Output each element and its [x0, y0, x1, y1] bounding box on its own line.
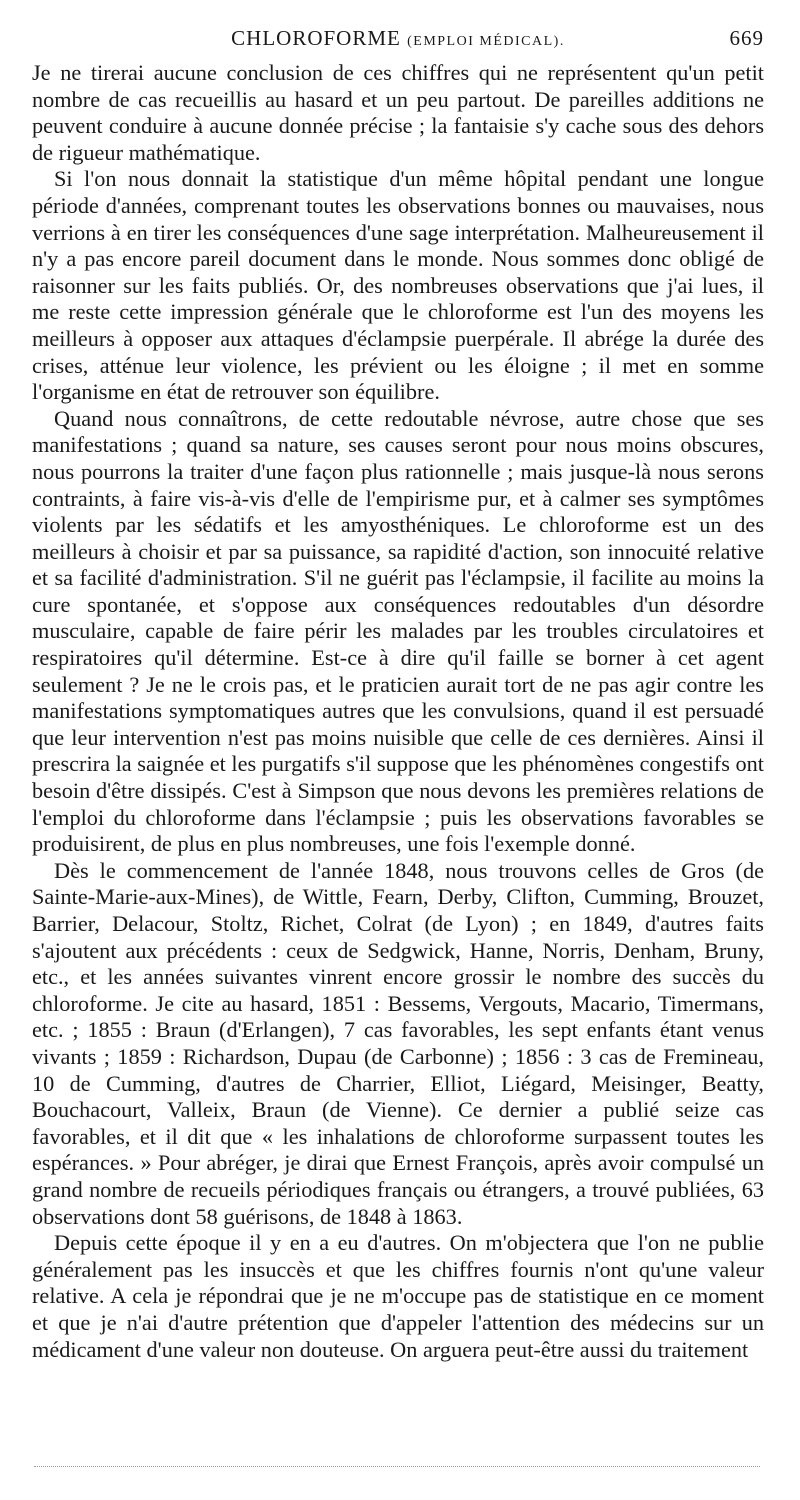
body-text [32, 60, 764, 1363]
page-number: 669 [729, 26, 764, 50]
running-title [231, 26, 565, 51]
paragraph-4: Dès le commencement de l'année 1848, nous trouvons celles de Gros (de Sainte-Marie-aux-Mines), de Wittle, Fearn, Derby, Clifton, Cumming, Brouzet, Barrier, Delacour, Stoltz, Richet, Colrat (de Lyon) ; en 1849, d'autres faits s'ajoutent aux précédents : ceux de Sedgwick, Hanne, Norris, Denham, Bruny, etc., et les années suivantes vinrent encore grossir le nombre des succès du chloroforme. Je cite au hasard, 1851 : Bessems, Vergouts, Macario, Timermans, etc. ; 1855 : Braun (d'Erlangen), 7 cas favorables, les sept enfants étant venus vivants ; 1859 : Richardson, Dupau (de Carbonne) ; 1856 : 3 cas de Fremineau, 10 de Cumming, d'autres de Charrier, Elliot, Liégard, Meisinger, Beatty, Bouchacourt, Valleix, Braun (de Vienne). Ce dernier a publié seize cas favorables, et il dit que « les inhalations de chloroforme surpassent toutes les espérances. » Pour abréger, je dirai que Ernest François, après avoir compulsé un grand nombre de recueils périodiques français ou étrangers, a trouvé publiées, 63 observations dont 58 guérisons, de 1848 à 1863. [32, 857, 764, 1229]
paragraph-3: Quand nous connaîtrons, de cette redoutable névrose, autre chose que ses manifestations ; quand sa nature, ses causes seront pour nous moins obscures, nous pourrons la traiter d'une façon plus rationnelle ; mais jusque-là nous serons contraints, à faire vis-à-vis d'elle de l'empirisme pur, et à calmer ses symptômes violents par les sédatifs et les amyosthéniques. Le chloroforme est un des meilleurs à choisir et par sa puissance, sa rapidité d'action, son innocuité relative et sa facilité d'administration. S'il ne guérit pas l'éclampsie, il facilite au moins la cure spontanée, et s'oppose aux conséquences redoutables d'un désordre musculaire, capable de faire périr les malades par les troubles circulatoires et respiratoires qu'il détermine. Est-ce à dire qu'il faille se borner à cet agent seulement ? Je ne le crois pas, et le praticien aurait tort de ne pas agir contre les manifestations symptomatiques autres que les convulsions, quand il est persuadé que leur intervention n'est pas moins nuisible que celle de ces dernières. Ainsi il prescrira la saignée et les purgatifs s'il suppose que les phénomènes congestifs ont besoin d'être dissipés. C'est à Simpson que nous devons les premières relations de l'emploi du chloroforme dans l'éclampsie ; puis les observations favorables se produisirent, de plus en plus nombreuses, une fois l'exemple donné. [32, 405, 764, 857]
paragraph-5: Depuis cette époque il y en a eu d'autres. On m'objectera que l'on ne publie généralement pas les insuccès et que les chiffres fournis n'ont qu'une valeur relative. A cela je répondrai que je ne m'occupe pas de statistique en ce moment et que je n'ai d'autre prétention que d'appeler l'attention des médecins sur un médicament d'une valeur non douteuse. On arguera peut-être aussi du traitement [32, 1230, 764, 1362]
paragraph-2: Si l'on nous donnait la statistique d'un même hôpital pendant une longue période d'années, comprenant toutes les observations bonnes ou mauvaises, nous verrions à en tirer les conséquences d'une sage interprétation. Malheureusement il n'y a pas encore pareil document dans le monde. Nous sommes donc obligé de raisonner sur les faits publiés. Or, des nombreuses observations que j'ai lues, il me reste cette impression générale que le chloroforme est l'un des moyens les meilleurs à opposer aux attaques d'éclampsie puerpérale. Il abrége la durée des crises, atténue leur violence, les prévient ou les éloigne ; il met en somme l'organisme en état de retrouver son équilibre. [32, 166, 764, 405]
footnote-divider [34, 1466, 760, 1467]
running-title-sub: (EMPLOI MÉDICAL). [407, 34, 565, 49]
running-header [32, 26, 764, 60]
paragraph-1: Je ne tirerai aucune conclusion de ces chiffres qui ne représentent qu'un petit nombre de cas recueillis au hasard et un peu partout. De pareilles additions ne peuvent conduire à aucune donnée précise ; la fantaisie s'y cache sous des dehors de rigueur mathématique. [32, 60, 764, 165]
running-title-main: CHLOROFORME [231, 26, 401, 50]
